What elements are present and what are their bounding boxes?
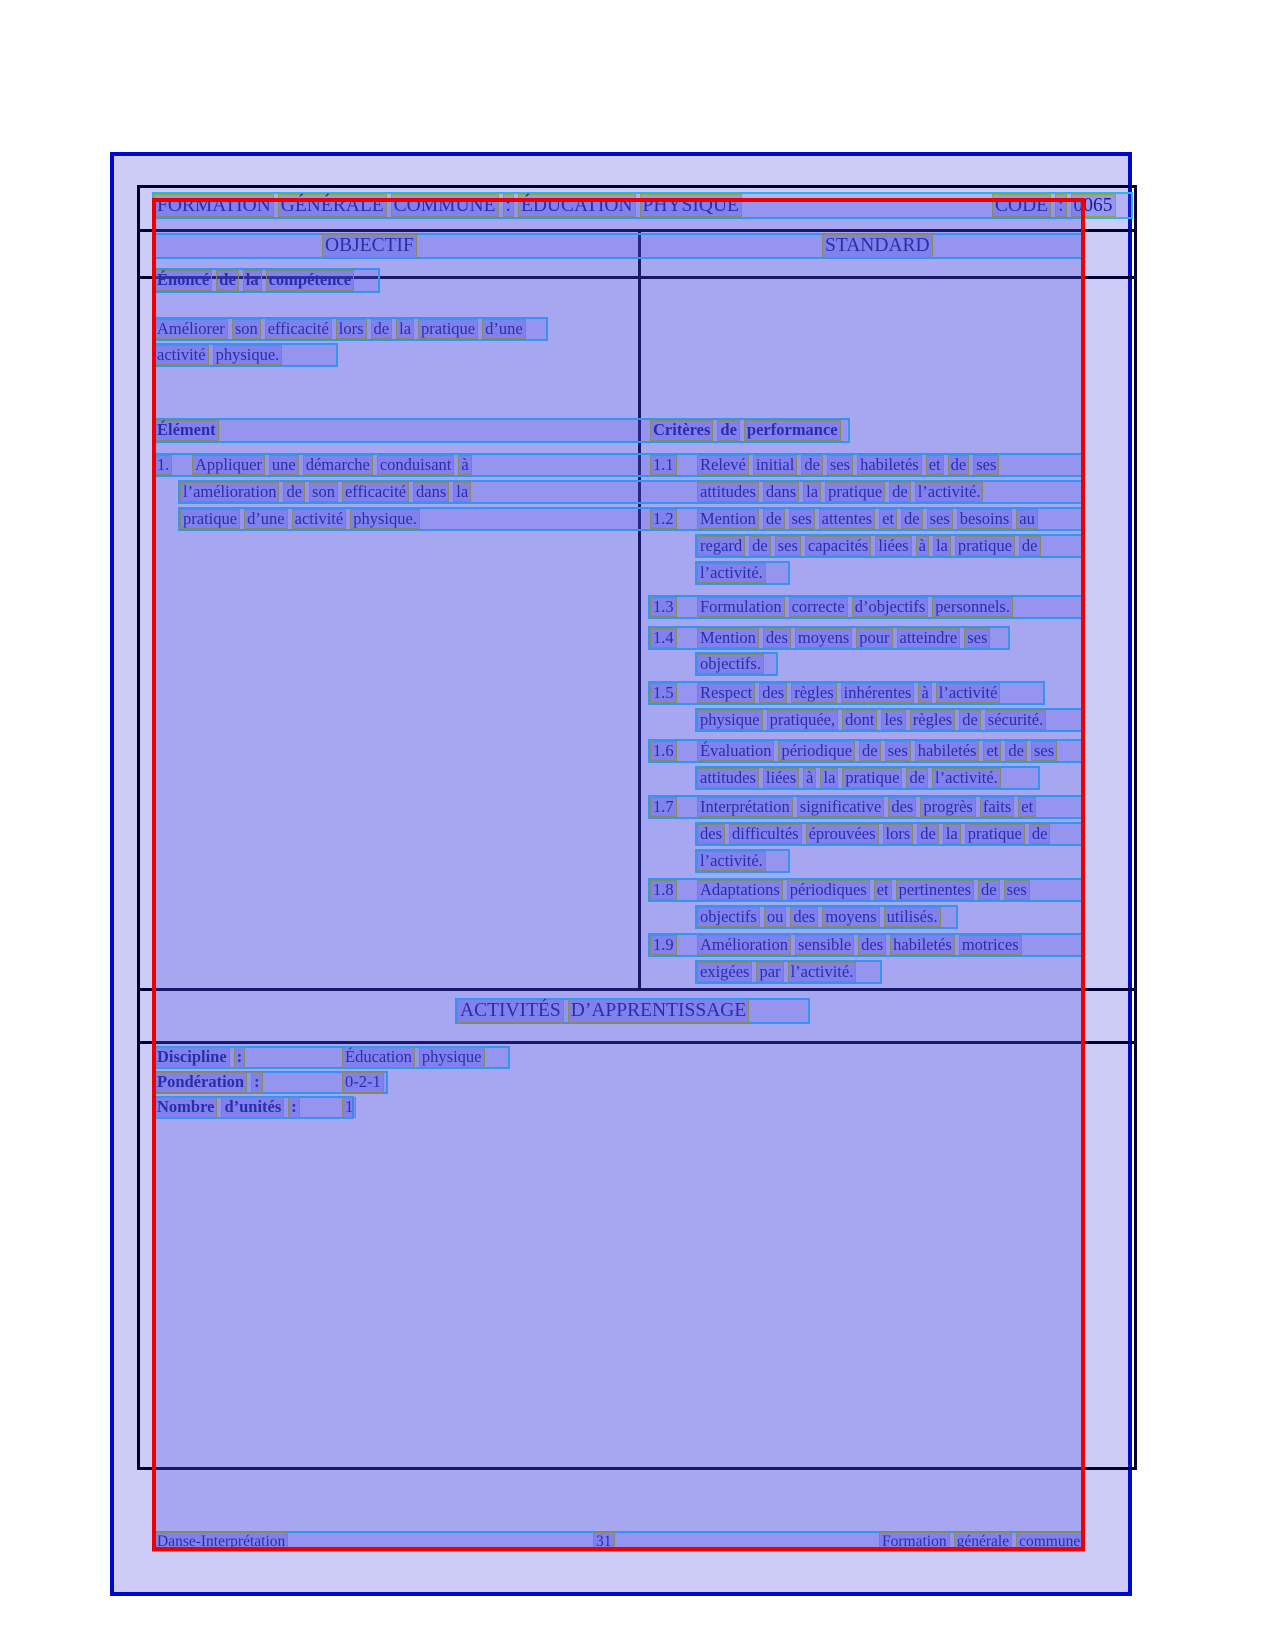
text-line — [152, 418, 850, 443]
line-segment — [697, 851, 770, 871]
word-box: l’activité — [936, 683, 1001, 703]
word-box: sensible — [795, 935, 854, 955]
word-box: pratique — [825, 482, 885, 502]
line-segment — [697, 907, 945, 927]
word-box: de — [717, 420, 740, 440]
word-box: sécurité. — [985, 710, 1046, 730]
word-box: PHYSIQUE — [640, 194, 742, 218]
word-box: Appliquer — [192, 455, 265, 475]
word-box: 1.4 — [650, 628, 677, 648]
word-box: compétence — [266, 270, 354, 290]
text-line — [695, 905, 958, 929]
text-line — [152, 1046, 510, 1069]
word-box: pratiquée, — [767, 710, 839, 730]
word-box: et — [1018, 797, 1036, 817]
text-line — [152, 453, 1085, 477]
word-box: Énoncé — [154, 270, 212, 290]
word-box: les — [881, 710, 905, 730]
text-line — [152, 268, 380, 293]
word-box: D’APPRENTISSAGE — [568, 999, 750, 1023]
line-segment — [650, 935, 681, 955]
word-box: capacités — [805, 536, 871, 556]
word-box: à — [918, 683, 931, 703]
text-line — [695, 561, 790, 585]
line-segment — [154, 1533, 292, 1550]
word-box: pratique — [955, 536, 1015, 556]
word-box: difficultés — [729, 824, 802, 844]
word-box: et — [983, 741, 1001, 761]
line-segment — [154, 1098, 304, 1117]
text-line — [648, 739, 1085, 763]
word-box: exigées — [697, 962, 752, 982]
word-box: 1.6 — [650, 741, 677, 761]
word-box: Adaptations — [697, 880, 783, 900]
word-box: ses — [885, 741, 911, 761]
word-box: de — [959, 710, 981, 730]
word-box: des — [697, 824, 725, 844]
word-box: COMMUNE — [391, 194, 499, 218]
line-segment — [697, 628, 994, 648]
word-box: à — [803, 768, 816, 788]
word-box: règles — [791, 683, 836, 703]
word-box: de — [906, 768, 928, 788]
word-box: performance — [744, 420, 841, 440]
line-segment — [650, 683, 681, 703]
word-box: attitudes — [697, 768, 759, 788]
word-box: 1 — [342, 1097, 356, 1117]
word-box: ses — [1031, 741, 1057, 761]
text-line — [695, 822, 1085, 846]
text-line — [648, 681, 1045, 705]
word-box: 0065 — [1071, 194, 1116, 218]
word-box: : — [234, 1047, 246, 1067]
line-segment — [879, 1533, 1087, 1550]
word-box: de — [763, 509, 785, 529]
word-box: la — [803, 482, 821, 502]
word-box: pertinentes — [896, 880, 974, 900]
word-box: 0-2-1 — [342, 1072, 384, 1092]
line-segment — [697, 683, 1004, 703]
word-box: motrices — [959, 935, 1022, 955]
word-box: Interprétation — [697, 797, 793, 817]
word-box: de — [978, 880, 1000, 900]
line-segment — [697, 935, 1026, 955]
line-segment — [697, 710, 1050, 730]
line-segment — [650, 741, 681, 761]
word-box: correcte — [789, 597, 848, 617]
word-box: de — [917, 824, 939, 844]
line-segment — [650, 880, 681, 900]
text-line — [695, 652, 778, 676]
text-line — [455, 998, 810, 1024]
word-box: de — [859, 741, 881, 761]
text-line — [695, 708, 1085, 732]
word-box: ses — [789, 509, 815, 529]
word-box: initial — [753, 455, 798, 475]
word-box: 1.9 — [650, 935, 677, 955]
text-line — [648, 795, 1085, 819]
word-box: physique — [419, 1047, 485, 1067]
word-box: personnels. — [932, 597, 1013, 617]
word-box: : — [1055, 194, 1066, 218]
line-segment — [593, 1533, 619, 1550]
text-line — [648, 626, 1010, 650]
word-box: STANDARD — [822, 234, 933, 258]
word-box: l’activité. — [788, 962, 857, 982]
word-box: : — [251, 1072, 263, 1092]
word-box: habiletés — [915, 741, 980, 761]
word-box: l’activité. — [697, 563, 766, 583]
word-box: Nombre — [154, 1097, 217, 1117]
word-box: la — [453, 482, 471, 502]
word-box: la — [243, 270, 262, 290]
word-box: Évaluation — [697, 741, 774, 761]
word-box: de — [371, 319, 393, 339]
line-segment — [180, 482, 475, 502]
word-box: pratique — [418, 319, 478, 339]
line-segment — [697, 880, 1034, 900]
word-box: regard — [697, 536, 745, 556]
line-segment — [697, 797, 1040, 817]
word-box: ses — [1004, 880, 1030, 900]
text-line — [648, 933, 1085, 957]
word-box: périodiques — [787, 880, 870, 900]
text-line — [178, 507, 1085, 531]
word-box: conduisant — [377, 455, 455, 475]
word-box: moyens — [795, 628, 852, 648]
word-box: Respect — [697, 683, 755, 703]
text-line — [152, 343, 338, 367]
word-box: une — [269, 455, 299, 475]
word-box: la — [396, 319, 414, 339]
line-segment — [697, 482, 987, 502]
word-box: liées — [875, 536, 911, 556]
word-box: ÉDUCATION — [518, 194, 636, 218]
word-box: Mention — [697, 628, 759, 648]
word-box: 1.2 — [650, 509, 677, 529]
line-segment — [650, 797, 681, 817]
word-box: son — [232, 319, 261, 339]
line-segment — [697, 768, 1005, 788]
word-box: activité — [292, 509, 347, 529]
word-box: commune — [1016, 1532, 1083, 1551]
word-box: Élément — [154, 420, 219, 440]
word-box: GÉNÉRALE — [278, 194, 387, 218]
word-box: Éducation — [342, 1047, 415, 1067]
text-line — [152, 1531, 1085, 1552]
word-box: lors — [336, 319, 367, 339]
word-box: 31 — [593, 1532, 615, 1551]
word-box: générale — [954, 1532, 1013, 1551]
word-box: physique. — [213, 345, 283, 365]
word-box: Formation — [879, 1532, 950, 1551]
word-box: objectifs — [697, 907, 760, 927]
word-box: 1.3 — [650, 597, 677, 617]
text-line — [695, 960, 882, 984]
line-segment — [342, 1098, 360, 1117]
word-box: lors — [883, 824, 914, 844]
word-box: significative — [797, 797, 885, 817]
word-box: démarche — [303, 455, 373, 475]
line-segment — [650, 597, 681, 617]
word-box: Relevé — [697, 455, 749, 475]
word-box: ses — [964, 628, 990, 648]
word-box: besoins — [957, 509, 1013, 529]
line-segment — [697, 741, 1061, 761]
line-segment — [697, 962, 860, 982]
line-segment — [342, 1048, 489, 1067]
word-box: la — [943, 824, 961, 844]
line-segment — [180, 509, 424, 529]
line-segment — [697, 654, 768, 674]
line-segment — [192, 455, 476, 475]
word-box: des — [888, 797, 916, 817]
word-box: : — [288, 1097, 300, 1117]
word-box: son — [309, 482, 338, 502]
line-segment — [154, 345, 286, 365]
word-box: de — [901, 509, 923, 529]
text-line — [152, 192, 1133, 219]
word-box: pratique — [965, 824, 1025, 844]
word-box: efficacité — [265, 319, 332, 339]
word-box: efficacité — [342, 482, 409, 502]
line-segment — [154, 194, 746, 217]
word-box: 1.8 — [650, 880, 677, 900]
word-box: habiletés — [857, 455, 922, 475]
line-segment — [154, 420, 223, 441]
line-segment — [650, 509, 681, 529]
word-box: ses — [775, 536, 801, 556]
word-box: la — [820, 768, 838, 788]
line-segment — [697, 563, 770, 583]
word-box: l’activité. — [932, 768, 1001, 788]
word-box: des — [858, 935, 886, 955]
word-box: pratique — [180, 509, 240, 529]
word-box: règles — [910, 710, 955, 730]
word-box: moyens — [822, 907, 879, 927]
word-box: ACTIVITÉS — [457, 999, 564, 1023]
word-box: de — [1019, 536, 1041, 556]
line-segment — [154, 319, 530, 339]
word-box: pratique — [842, 768, 902, 788]
word-box: Danse-Interprétation — [154, 1532, 288, 1551]
word-box: d’unités — [221, 1097, 284, 1117]
word-box: d’une — [244, 509, 288, 529]
word-box: des — [759, 683, 787, 703]
word-box: par — [756, 962, 783, 982]
word-box: inhérentes — [841, 683, 915, 703]
text-line — [178, 480, 1085, 504]
line-segment — [992, 194, 1120, 217]
word-box: FORMATION — [154, 194, 274, 218]
word-box: 1.1 — [650, 455, 677, 475]
word-box: ses — [927, 509, 953, 529]
text-line — [695, 534, 1085, 558]
word-box: de — [889, 482, 911, 502]
line-segment — [154, 455, 176, 475]
word-box: Critères — [650, 420, 713, 440]
line-segment — [650, 628, 681, 648]
word-box: la — [933, 536, 951, 556]
text-line — [695, 849, 790, 873]
word-box: dans — [763, 482, 799, 502]
word-box: des — [790, 907, 818, 927]
word-box: et — [874, 880, 892, 900]
word-box: attitudes — [697, 482, 759, 502]
word-box: liées — [763, 768, 799, 788]
word-box: à — [458, 455, 471, 475]
line-segment — [457, 1000, 753, 1022]
word-box: de — [283, 482, 305, 502]
line-segment — [822, 235, 937, 257]
word-box: physique. — [350, 509, 420, 529]
line-segment — [154, 270, 358, 291]
line-segment — [697, 824, 1054, 844]
line-segment — [322, 235, 421, 257]
word-box: Pondération — [154, 1072, 247, 1092]
line-segment — [154, 1048, 249, 1067]
word-box: objectifs. — [697, 654, 764, 674]
word-box: Discipline — [154, 1047, 230, 1067]
word-box: : — [503, 194, 514, 218]
word-box: attentes — [819, 509, 875, 529]
word-box: d’une — [482, 319, 526, 339]
word-box: atteindre — [897, 628, 961, 648]
word-box: de — [749, 536, 771, 556]
line-segment — [697, 536, 1045, 556]
word-box: d’objectifs — [852, 597, 929, 617]
word-box: activité — [154, 345, 209, 365]
text-line — [152, 1096, 354, 1119]
word-box: utilisés. — [884, 907, 941, 927]
word-box: habiletés — [890, 935, 955, 955]
text-line — [695, 766, 1040, 790]
word-box: ou — [764, 907, 787, 927]
word-box: ses — [827, 455, 853, 475]
line-segment — [697, 509, 1042, 529]
word-box: pour — [856, 628, 892, 648]
word-box: l’activité. — [915, 482, 984, 502]
word-box: de — [1029, 824, 1051, 844]
word-box: progrès — [920, 797, 975, 817]
word-box: 1.7 — [650, 797, 677, 817]
word-box: et — [879, 509, 897, 529]
word-box: ses — [973, 455, 999, 475]
word-box: l’activité. — [697, 851, 766, 871]
word-box: 1. — [154, 455, 172, 475]
word-box: de — [1005, 741, 1027, 761]
word-box: des — [763, 628, 791, 648]
word-box: dont — [842, 710, 877, 730]
word-box: au — [1016, 509, 1038, 529]
word-box: à — [916, 536, 929, 556]
word-box: périodique — [778, 741, 855, 761]
word-box: Mention — [697, 509, 759, 529]
word-box: de — [216, 270, 239, 290]
text-line — [648, 878, 1085, 902]
word-box: OBJECTIF — [322, 234, 417, 258]
word-box: CODE — [992, 194, 1051, 218]
line-segment — [697, 455, 1003, 475]
text-line — [152, 1071, 388, 1094]
word-box: Formulation — [697, 597, 785, 617]
line-segment — [697, 597, 1017, 617]
word-box: dans — [413, 482, 449, 502]
word-box: physique — [697, 710, 763, 730]
word-box: de — [801, 455, 823, 475]
word-box: faits — [980, 797, 1014, 817]
word-box: éprouvées — [806, 824, 879, 844]
word-box: 1.5 — [650, 683, 677, 703]
word-box: Améliorer — [154, 319, 228, 339]
text-line — [648, 595, 1085, 619]
word-box: et — [926, 455, 944, 475]
line-segment — [154, 1073, 267, 1092]
word-box: Amélioration — [697, 935, 791, 955]
word-box: l’amélioration — [180, 482, 279, 502]
text-line — [152, 233, 1085, 259]
word-box: de — [948, 455, 970, 475]
text-line — [152, 317, 548, 341]
line-segment — [650, 420, 845, 441]
line-segment — [650, 455, 681, 475]
line-segment — [342, 1073, 388, 1092]
